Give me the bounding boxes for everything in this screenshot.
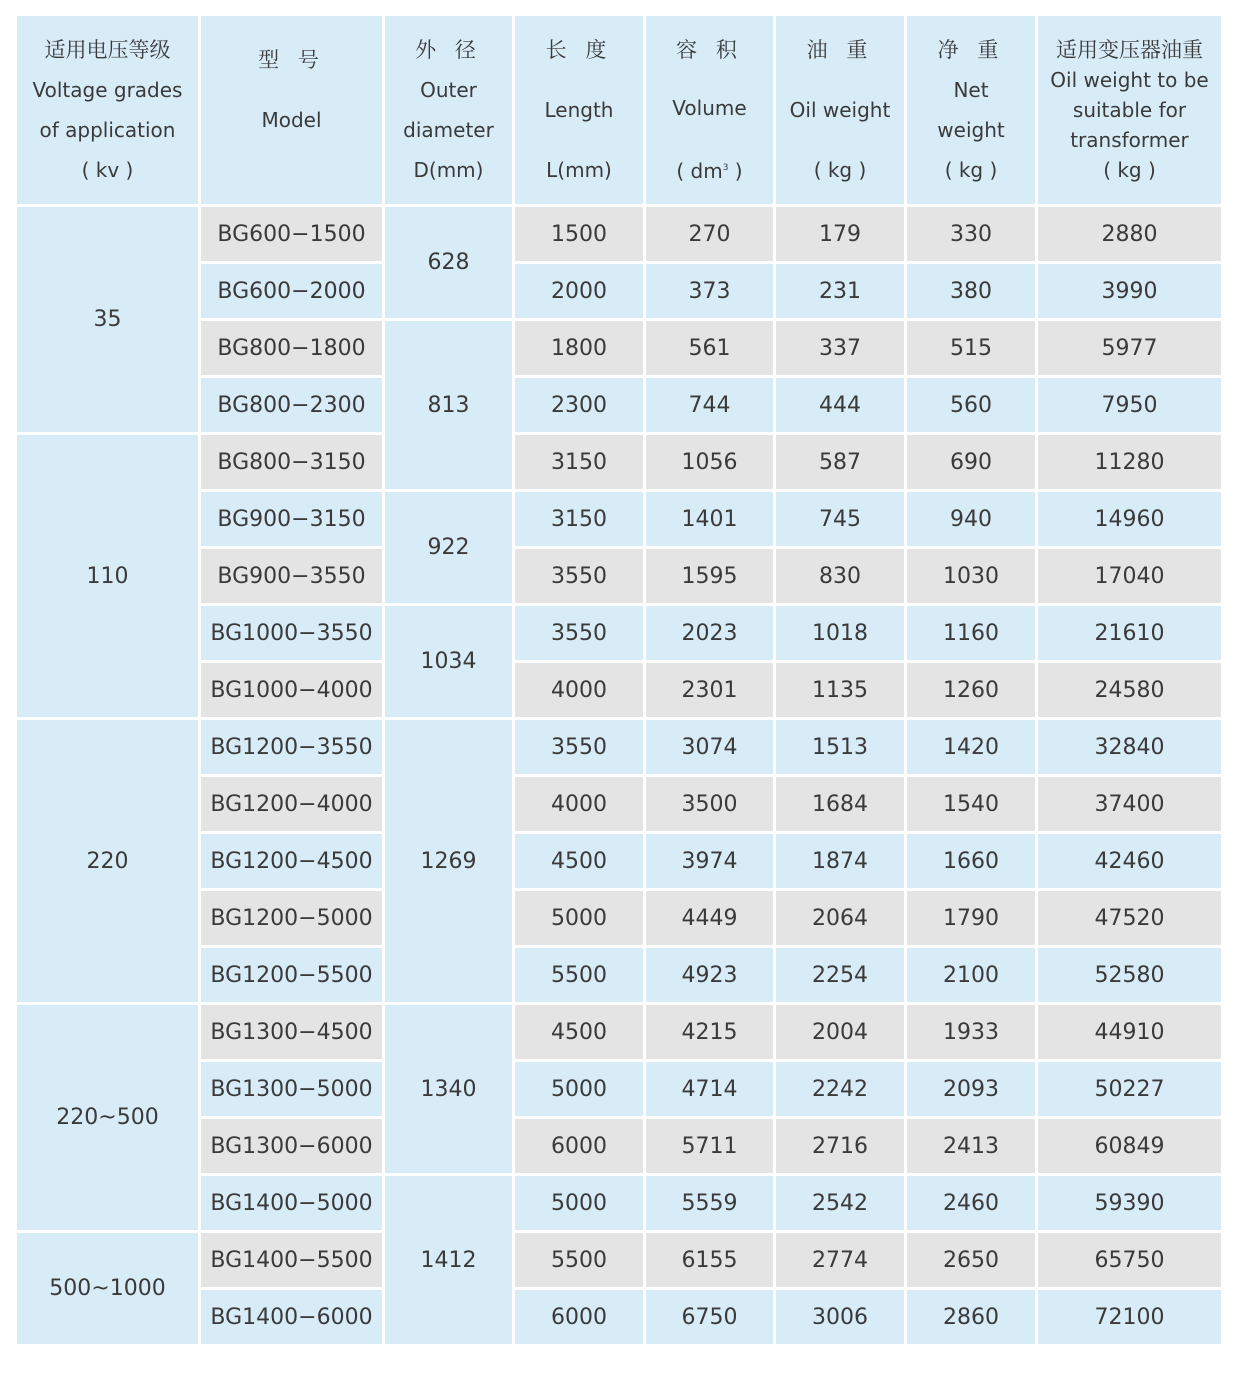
length-cell: 5500 — [515, 948, 646, 1005]
net-weight-cell: 2100 — [907, 948, 1038, 1005]
oil-weight-cell: 587 — [776, 435, 907, 492]
transformer-oil-cell: 24580 — [1038, 663, 1221, 720]
model-cell: BG1300−6000 — [201, 1119, 385, 1176]
length-cell: 2300 — [515, 378, 646, 435]
model-cell: BG1400−5000 — [201, 1176, 385, 1233]
model-cell: BG1200−3550 — [201, 720, 385, 777]
diameter-cell: 628 — [385, 207, 515, 321]
net-weight-cell: 380 — [907, 264, 1038, 321]
model-cell: BG800−2300 — [201, 378, 385, 435]
net-weight-cell: 1540 — [907, 777, 1038, 834]
oil-weight-cell: 2542 — [776, 1176, 907, 1233]
model-cell: BG1400−6000 — [201, 1290, 385, 1347]
transformer-oil-cell: 65750 — [1038, 1233, 1221, 1290]
transformer-oil-cell: 37400 — [1038, 777, 1221, 834]
net-weight-cell: 2093 — [907, 1062, 1038, 1119]
transformer-oil-cell: 3990 — [1038, 264, 1221, 321]
transformer-oil-cell: 2880 — [1038, 207, 1221, 264]
oil-weight-cell: 2004 — [776, 1005, 907, 1062]
voltage-cell: 35 — [17, 207, 201, 435]
net-weight-cell: 330 — [907, 207, 1038, 264]
oil-weight-cell: 2716 — [776, 1119, 907, 1176]
length-cell: 3150 — [515, 435, 646, 492]
oil-weight-cell: 1513 — [776, 720, 907, 777]
length-cell: 1800 — [515, 321, 646, 378]
voltage-cell: 110 — [17, 435, 201, 720]
volume-cell: 744 — [646, 378, 776, 435]
net-weight-cell: 1660 — [907, 834, 1038, 891]
table-row — [17, 1005, 1221, 1062]
transformer-oil-cell: 5977 — [1038, 321, 1221, 378]
volume-cell: 2301 — [646, 663, 776, 720]
net-weight-cell: 1420 — [907, 720, 1038, 777]
oil-weight-cell: 444 — [776, 378, 907, 435]
header-voltage: 适用电压等级 Voltage grades of application ( kv ) — [17, 16, 201, 207]
volume-cell: 1056 — [646, 435, 776, 492]
transformer-oil-cell: 52580 — [1038, 948, 1221, 1005]
transformer-oil-cell: 72100 — [1038, 1290, 1221, 1347]
transformer-oil-cell: 21610 — [1038, 606, 1221, 663]
volume-cell: 3074 — [646, 720, 776, 777]
transformer-oil-cell: 50227 — [1038, 1062, 1221, 1119]
net-weight-cell: 1790 — [907, 891, 1038, 948]
model-cell: BG600−2000 — [201, 264, 385, 321]
length-cell: 3550 — [515, 720, 646, 777]
length-cell: 4000 — [515, 663, 646, 720]
table-row — [17, 1233, 1221, 1290]
diameter-cell: 813 — [385, 321, 515, 492]
transformer-oil-cell: 7950 — [1038, 378, 1221, 435]
volume-cell: 6750 — [646, 1290, 776, 1347]
table-row — [17, 720, 1221, 777]
volume-cell: 3974 — [646, 834, 776, 891]
oil-weight-cell: 179 — [776, 207, 907, 264]
spec-table — [17, 16, 1221, 1347]
header-oil-weight: 油 重 Oil weight ( kg ) — [776, 16, 907, 207]
transformer-oil-cell: 42460 — [1038, 834, 1221, 891]
length-cell: 3550 — [515, 606, 646, 663]
transformer-oil-cell: 32840 — [1038, 720, 1221, 777]
volume-cell: 561 — [646, 321, 776, 378]
net-weight-cell: 1260 — [907, 663, 1038, 720]
model-cell: BG1200−4000 — [201, 777, 385, 834]
transformer-oil-cell: 44910 — [1038, 1005, 1221, 1062]
net-weight-cell: 2413 — [907, 1119, 1038, 1176]
length-cell: 4500 — [515, 1005, 646, 1062]
volume-cell: 270 — [646, 207, 776, 264]
volume-cell: 5711 — [646, 1119, 776, 1176]
net-weight-cell: 560 — [907, 378, 1038, 435]
diameter-cell: 1412 — [385, 1176, 515, 1347]
oil-weight-cell: 830 — [776, 549, 907, 606]
transformer-oil-cell: 17040 — [1038, 549, 1221, 606]
oil-weight-cell: 3006 — [776, 1290, 907, 1347]
model-cell: BG1200−4500 — [201, 834, 385, 891]
model-cell: BG900−3150 — [201, 492, 385, 549]
net-weight-cell: 1030 — [907, 549, 1038, 606]
volume-cell: 4215 — [646, 1005, 776, 1062]
volume-cell: 1595 — [646, 549, 776, 606]
oil-weight-cell: 231 — [776, 264, 907, 321]
oil-weight-cell: 1135 — [776, 663, 907, 720]
net-weight-cell: 1160 — [907, 606, 1038, 663]
header-volume: 容 积 Volume ( $dm^3$ ) — [646, 16, 776, 207]
model-cell: BG1300−4500 — [201, 1005, 385, 1062]
header-outer-diameter: 外 径 Outer diameter D(mm) — [385, 16, 515, 207]
diameter-cell: 1340 — [385, 1005, 515, 1176]
net-weight-cell: 2860 — [907, 1290, 1038, 1347]
length-cell: 6000 — [515, 1290, 646, 1347]
model-cell: BG1000−3550 — [201, 606, 385, 663]
length-cell: 3550 — [515, 549, 646, 606]
header-net-weight: 净 重 Net weight ( kg ) — [907, 16, 1038, 207]
header-row — [17, 16, 1221, 207]
header-transformer-oil-weight: 适用变压器油重 Oil weight to be suitable for transformer ( kg ) — [1038, 16, 1221, 207]
oil-weight-cell: 745 — [776, 492, 907, 549]
length-cell: 5500 — [515, 1233, 646, 1290]
diameter-cell: 1269 — [385, 720, 515, 1005]
model-cell: BG1400−5500 — [201, 1233, 385, 1290]
volume-cell: 6155 — [646, 1233, 776, 1290]
net-weight-cell: 2460 — [907, 1176, 1038, 1233]
volume-cell: 373 — [646, 264, 776, 321]
transformer-oil-cell: 60849 — [1038, 1119, 1221, 1176]
volume-cell: 2023 — [646, 606, 776, 663]
diameter-cell: 922 — [385, 492, 515, 606]
volume-cell: 1401 — [646, 492, 776, 549]
oil-weight-cell: 337 — [776, 321, 907, 378]
model-cell: BG1300−5000 — [201, 1062, 385, 1119]
model-cell: BG800−1800 — [201, 321, 385, 378]
length-cell: 5000 — [515, 1176, 646, 1233]
length-cell: 1500 — [515, 207, 646, 264]
net-weight-cell: 2650 — [907, 1233, 1038, 1290]
header-model: 型 号 Model — [201, 16, 385, 207]
oil-weight-cell: 2064 — [776, 891, 907, 948]
volume-cell: 4449 — [646, 891, 776, 948]
model-cell: BG1000−4000 — [201, 663, 385, 720]
transformer-oil-cell: 59390 — [1038, 1176, 1221, 1233]
length-cell: 5000 — [515, 1062, 646, 1119]
transformer-oil-cell: 14960 — [1038, 492, 1221, 549]
length-cell: 2000 — [515, 264, 646, 321]
oil-weight-cell: 2254 — [776, 948, 907, 1005]
oil-weight-cell: 1684 — [776, 777, 907, 834]
length-cell: 5000 — [515, 891, 646, 948]
net-weight-cell: 940 — [907, 492, 1038, 549]
model-cell: BG900−3550 — [201, 549, 385, 606]
model-cell: BG800−3150 — [201, 435, 385, 492]
header-length: 长 度 Length L(mm) — [515, 16, 646, 207]
net-weight-cell: 515 — [907, 321, 1038, 378]
volume-cell: 4714 — [646, 1062, 776, 1119]
length-cell: 4000 — [515, 777, 646, 834]
oil-weight-cell: 2242 — [776, 1062, 907, 1119]
voltage-cell: 220~500 — [17, 1005, 201, 1233]
model-cell: BG1200−5000 — [201, 891, 385, 948]
net-weight-cell: 1933 — [907, 1005, 1038, 1062]
oil-weight-cell: 1018 — [776, 606, 907, 663]
voltage-cell: 500~1000 — [17, 1233, 201, 1347]
model-cell: BG600−1500 — [201, 207, 385, 264]
net-weight-cell: 690 — [907, 435, 1038, 492]
voltage-cell: 220 — [17, 720, 201, 1005]
oil-weight-cell: 1874 — [776, 834, 907, 891]
oil-weight-cell: 2774 — [776, 1233, 907, 1290]
length-cell: 6000 — [515, 1119, 646, 1176]
diameter-cell: 1034 — [385, 606, 515, 720]
table-row — [17, 207, 1221, 264]
volume-cell: 5559 — [646, 1176, 776, 1233]
volume-cell: 4923 — [646, 948, 776, 1005]
length-cell: 3150 — [515, 492, 646, 549]
transformer-oil-cell: 11280 — [1038, 435, 1221, 492]
length-cell: 4500 — [515, 834, 646, 891]
volume-cell: 3500 — [646, 777, 776, 834]
transformer-oil-cell: 47520 — [1038, 891, 1221, 948]
model-cell: BG1200−5500 — [201, 948, 385, 1005]
table-row — [17, 435, 1221, 492]
